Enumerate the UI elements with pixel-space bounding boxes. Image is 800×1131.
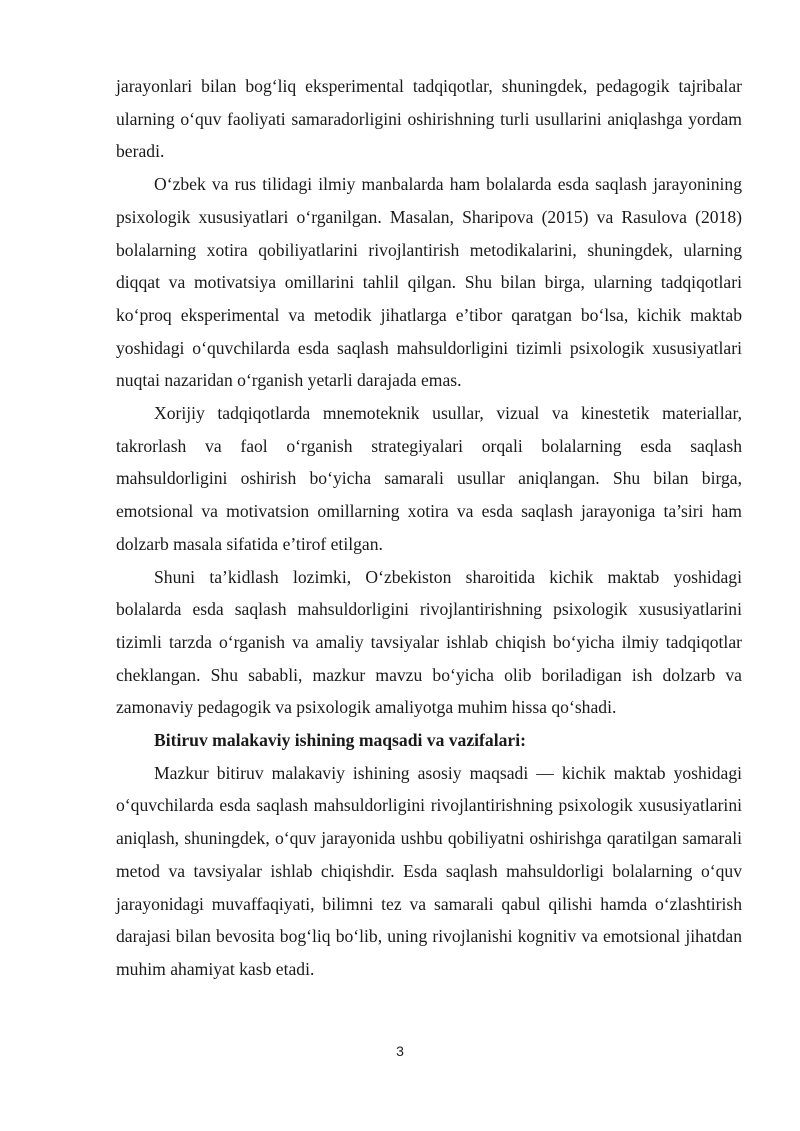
paragraph-relevance: Shuni ta’kidlash lozimki, O‘zbekiston sharoitida kichik maktab yoshidagi bolalarda esda saqlash mahsuldorligini rivojlantirishning psixologik xususiyatlarini tizimli tarzda o‘rganish va amaliy tavsiyalar ishlab chiqish bo‘yicha ilmiy tadqiqotlar cheklangan. Shu sababli, mazkur mavzu bo‘yicha olib boriladigan ish dolzarb va zamonaviy pedagogik va psixologik amaliyotga muhim hissa qo‘shadi.	[116, 566, 742, 718]
paragraph-uzbek-russian-sources: O‘zbek va rus tilidagi ilmiy manbalarda ham bolalarda esda saqlash jarayonining psixologik xususiyatlari o‘rganilgan. Masalan, Sharipova (2015) va Rasulova (2018) bolalarning xotira qobiliyatlarini rivojlantirish metodikalarini, shuningdek, ularning diqqat va motivatsiya omillarini tahlil qilgan. Shu bilan birga, ularning tadqiqotlari ko‘proq eksperimental va metodik jihatlarga e’tibor qaratgan bo‘lsa, kichik maktab yoshidagi o‘quvchilarda esda saqlash mahsuldorligini tizimli psixologik xususiyatlari nuqtai nazaridan o‘rganish yetarli darajada emas.	[116, 174, 742, 391]
section-heading: Bitiruv malakaviy ishining maqsadi va vazifalari:	[154, 730, 526, 751]
document-page	[116, 70, 742, 986]
paragraph-foreign-research: Xorijiy tadqiqotlarda mnemoteknik usullar, vizual va kinestetik materiallar, takrorlash va faol o‘rganish strategiyalari orqali bolalarning esda saqlash mahsuldorligini oshirish bo‘yicha samarali usullar aniqlangan. Shu bilan birga, emotsional va motivatsion omillarning xotira va esda saqlash jarayoniga ta’siri ham dolzarb masala sifatida e’tirof etilgan.	[116, 403, 742, 554]
paragraph-continuation: jarayonlari bilan bog‘liq eksperimental tadqiqotlar, shuningdek, pedagogik tajribalar ularning o‘quv faoliyati samaradorligini oshirishning turli usullarini aniqlashga yordam beradi.	[116, 76, 742, 162]
page-number: 3	[396, 1043, 404, 1059]
paragraph-goal: Mazkur bitiruv malakaviy ishining asosiy maqsadi — kichik maktab yoshidagi o‘quvchilarda esda saqlash mahsuldorligini rivojlantirishning psixologik xususiyatlarini aniqlash, shuningdek, o‘quv jarayonida ushbu qobiliyatni oshirishga qaratilgan samarali metod va tavsiyalar ishlab chiqishdir. Esda saqlash mahsuldorligi bolalarning o‘quv jarayonidagi muvaffaqiyati, bilimni tez va samarali qabul qilishi hamda o‘zlashtirish darajasi bilan bevosita bog‘liq bo‘lib, uning rivojlanishi kognitiv va emotsional jihatdan muhim ahamiyat kasb etadi.	[116, 762, 742, 979]
